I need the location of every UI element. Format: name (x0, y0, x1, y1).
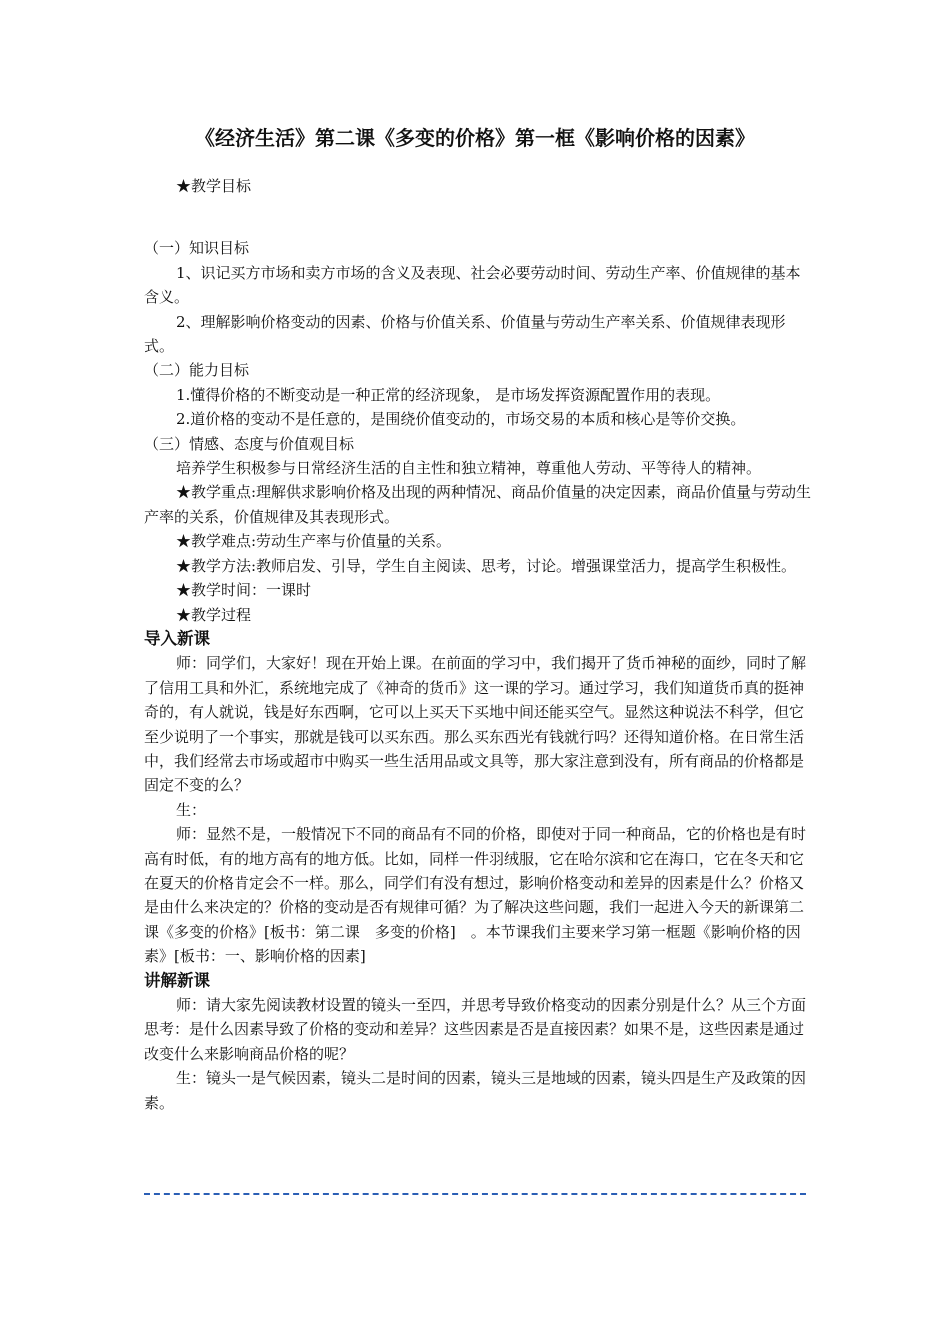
dashed-divider (144, 1193, 806, 1195)
objectives-heading: ★教学目标 (176, 177, 252, 195)
explain-teacher: 师：请大家先阅读教材设置的镜头一至四，并思考导致价格变动的因素分别是什么？从三个方面思考：是什么因素导致了价格的变动和差异？这些因素是否是直接因素？如果不是，这些因素是通过改变什么来影响商品价格的呢？ (144, 996, 807, 1063)
knowledge-label: （一）知识目标 (144, 239, 250, 258)
teaching-process: ★教学过程 (176, 605, 252, 624)
explain-heading: 讲解新课 (144, 970, 210, 990)
emotion-label: （三）情感、态度与价值观目标 (144, 434, 355, 453)
intro-teacher-2: 师：显然不是，一般情况下不同的商品有不同的价格，即使对于同一种商品，它的价格也是有时高有时低，有的地方高有的地方低。比如，同样一件羽绒服，它在哈尔滨和它在海口，它在冬天和它在夏天的价格肯定会不一样。那么，同学们有没有想过，影响价格变动和差异的因素是什么？价格又是由什么来决定的？价格的变动是否有规律可循？为了解决这些问题，我们一起进入今天的新课第二课《多变的价格》[板书：第二课 多变的价格] 。本节课我们主要来学习第一框题《影响价格的因素》[板书：一、影响价格的因素] (144, 825, 807, 966)
difficulties: ★教学难点:劳动生产率与价值量的关系。 (176, 532, 452, 551)
explain-student: 生：镜头一是气候因素，镜头二是时间的因素，镜头三是地域的因素，镜头四是生产及政策的因素。 (144, 1069, 807, 1112)
intro-student-1: 生： (176, 800, 207, 819)
emotion-text: 培养学生积极参与日常经济生活的自主性和独立精神，尊重他人劳动、平等待人的精神。 (176, 459, 762, 478)
key-points: ★教学重点:理解供求影响价格及出现的两种情况、商品价值量的决定因素，商品价值量与劳动生产率的关系，价值规律及其表现形式。 (144, 483, 812, 526)
blank-line (144, 198, 814, 236)
knowledge-item-1: 1、识记买方市场和卖方市场的含义及表现、社会必要劳动时间、劳动生产率、价值规律的基本含义。 (144, 263, 801, 307)
ability-item-1: 1.懂得价格的不断变动是一种正常的经济现象， 是市场发挥资源配置作用的表现。 (176, 385, 721, 404)
ability-item-2: 2.道价格的变动不是任意的，是围绕价值变动的，市场交易的本质和核心是等价交换。 (176, 410, 746, 429)
document-body (144, 174, 814, 1115)
teaching-time: ★教学时间：一课时 (176, 581, 312, 600)
ability-label: （二）能力目标 (144, 361, 250, 380)
intro-teacher-1: 师：同学们，大家好！现在开始上课。在前面的学习中，我们揭开了货币神秘的面纱，同时了解了信用工具和外汇，系统地完成了《神奇的货币》这一课的学习。通过学习，我们知道货币真的挺神奇的，有人就说，钱是好东西啊，它可以上买天下买地中间还能买空气。显然这种说法不科学，但它至少说明了一个事实，那就是钱可以买东西。那么买东西光有钱就行吗？还得知道价格。在日常生活中，我们经常去市场或超市中购买一些生活用品或文具等，那大家注意到没有，所有商品的价格都是固定不变的么？ (144, 654, 807, 795)
knowledge-item-2: 2、理解影响价格变动的因素、价格与价值关系、价值量与劳动生产率关系、价值规律表现形式。 (144, 312, 786, 356)
intro-heading: 导入新课 (144, 628, 210, 648)
page-title: 《经济生活》第二课《多变的价格》第一框《影响价格的因素》 (195, 126, 755, 150)
teaching-methods: ★教学方法:教师启发、引导，学生自主阅读、思考，讨论。增强课堂活力，提高学生积极性。 (176, 556, 797, 575)
